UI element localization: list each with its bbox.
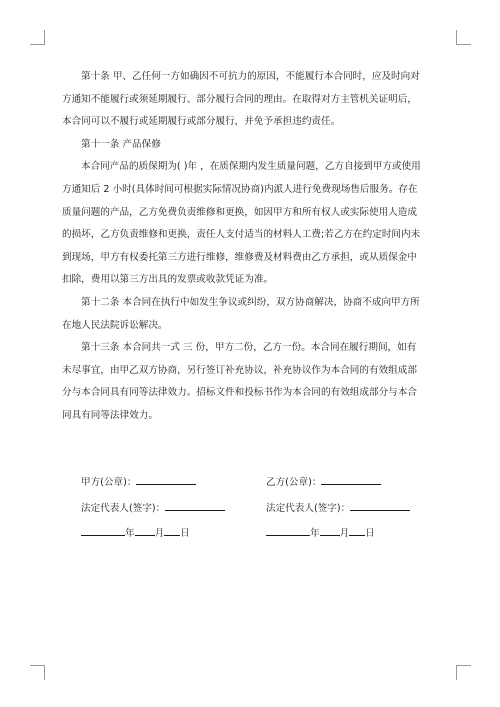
clause-11-line: 本合同产品的质保期为( )年 ，在质保期内发生质量问题，乙方自接到甲方或使用 (81, 161, 421, 173)
clause-11-line: 质量问题的产品，乙方免费负责维修和更换，如因甲方和所有权人或实际使用人造成 (62, 206, 417, 218)
party-b-representative (266, 500, 410, 516)
date-a-month-label: 月 (154, 528, 165, 539)
clause-11-line: 方通知后 2 小时(具体时间可根据实际情况协商)内派人进行免费现场售后服务。存在 (62, 183, 418, 195)
party-a-seal (81, 474, 196, 490)
clause-13-line: 分与本合同具有同等法律效力。招标文件和投标书作为本合同的有效组成部分与本合 (62, 387, 417, 399)
clause-13-line: 第十三条 本合同共一式 三 份，甲方二份，乙方一份。本合同在履行期间，如有 (81, 342, 417, 354)
date-a-month-blank[interactable] (135, 525, 155, 536)
clause-11-line: 的损坏，乙方负责维修和更换，责任人支付适当的材料人工费;若乙方在约定时间内未 (62, 229, 421, 241)
clause-11-heading: 第十一条 产品保修 (81, 138, 161, 150)
clause-10-line: 本合同可以不履行或延期履行或部分履行，并免予承担违约责任。 (62, 116, 341, 128)
date-a-year-blank[interactable] (81, 525, 125, 536)
party-b-label: 乙方(公章)： (266, 477, 322, 488)
crop-mark-bottom-left (30, 665, 45, 680)
clause-11-line: 到现场，甲方有权委托第三方进行维修，维修费及材料费由乙方承担，或从质保金中 (62, 251, 417, 263)
date-b-year-blank[interactable] (266, 525, 310, 536)
clause-11-line: 扣除，费用以第三方出具的发票或收款凭证为准。 (62, 274, 274, 286)
date-a-year-label: 年 (125, 528, 135, 539)
rep-a-label: 法定代表人(签字)： (81, 503, 166, 514)
date-b-day-label: 日 (365, 528, 375, 539)
date-a-day-label: 日 (180, 528, 190, 539)
party-b-seal (266, 474, 381, 490)
rep-a-blank[interactable] (165, 500, 225, 511)
date-b-month-label: 月 (339, 528, 350, 539)
clause-10-line: 方通知不能履行或须延期履行、部分履行合同的理由。在取得对方主管机关证明后， (62, 93, 417, 105)
clause-13-line: 未尽事宜，由甲乙双方协商，另行签订补充协议，补充协议作为本合同的有效组成部 (62, 364, 417, 376)
date-b-month-blank[interactable] (320, 525, 340, 536)
rep-b-blank[interactable] (350, 500, 410, 511)
party-b-blank[interactable] (321, 474, 381, 485)
party-b-date (266, 525, 375, 541)
rep-b-label: 法定代表人(签字)： (266, 503, 351, 514)
party-a-date (81, 525, 190, 541)
party-a-blank[interactable] (136, 474, 196, 485)
clause-13-line: 同具有同等法律效力。 (62, 409, 158, 421)
clause-10-line: 第十条 甲、乙任何一方如确因不可抗力的原因，不能履行本合同时，应及时向对 (81, 71, 420, 82)
crop-mark-top-right (456, 30, 471, 45)
date-b-day-blank[interactable] (349, 525, 365, 536)
party-a-label: 甲方(公章)： (81, 477, 137, 488)
clause-12-line: 第十二条 本合同在执行中如发生争议或纠纷，双方协商解决，协商不成向甲方所 (81, 296, 420, 308)
crop-mark-top-left (30, 30, 45, 45)
clause-12-line: 在地人民法院诉讼解决。 (62, 319, 168, 331)
crop-mark-bottom-right (456, 665, 471, 680)
contract-body (62, 66, 440, 428)
party-a-representative (81, 500, 225, 516)
date-b-year-label: 年 (310, 528, 320, 539)
date-a-day-blank[interactable] (164, 525, 180, 536)
